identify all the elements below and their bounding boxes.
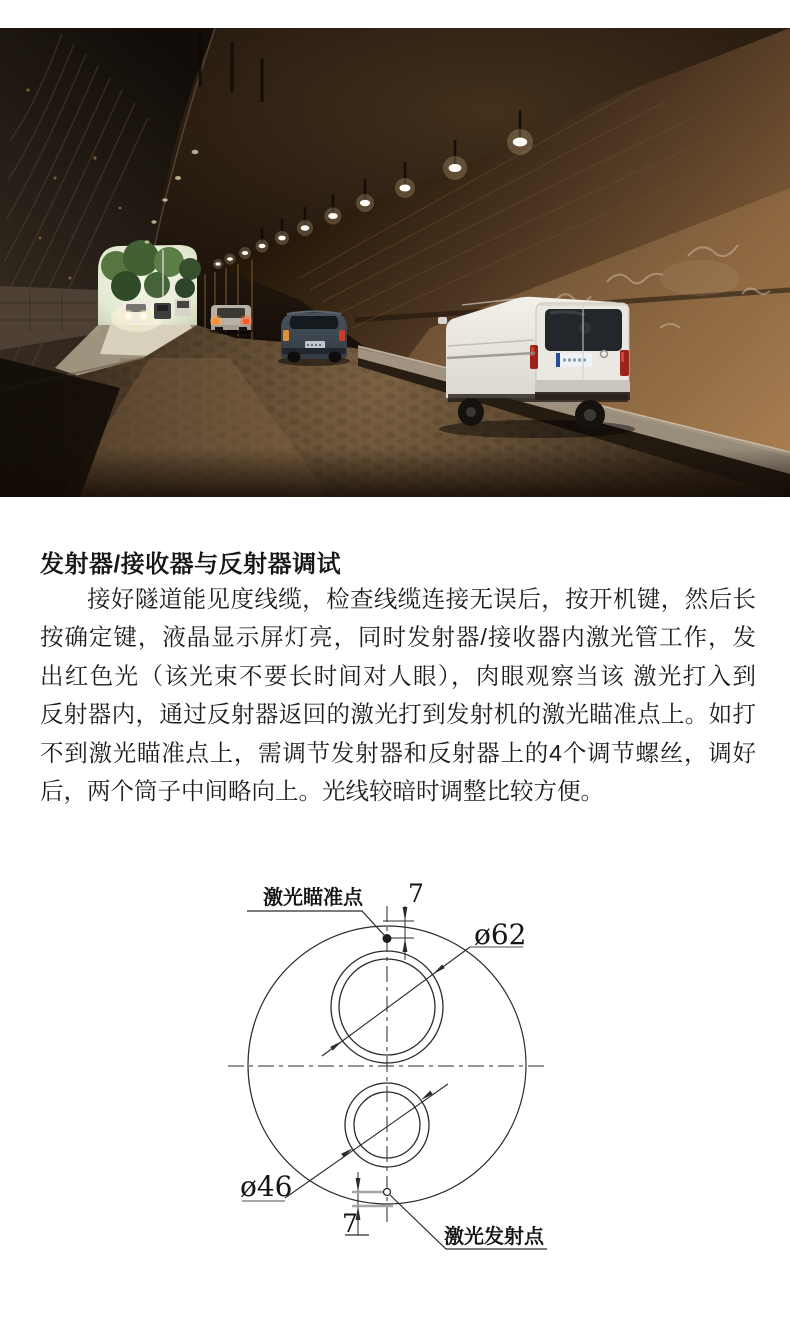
section-heading: 发射器/接收器与反射器调试 [40, 551, 342, 578]
top-offset-value: 7 [408, 879, 424, 908]
bottom-offset-value: 7 [342, 1209, 358, 1238]
laser-alignment-diagram [180, 855, 600, 1265]
distant-white-car [122, 301, 150, 323]
emit-point-label: 激光发射点 [444, 1226, 544, 1248]
paragraph-line-4: 反射器内，通过反射器返回的激光打到发射机的激光瞄准点上。如打 [40, 701, 756, 728]
emit-point-callout [390, 1195, 547, 1249]
blue-hatchback [278, 312, 350, 367]
distant-truck [175, 299, 191, 316]
bottom-offset-dimension [342, 1172, 393, 1238]
aim-point-label: 激光瞄准点 [263, 887, 363, 909]
top-diameter-label: ø62 [474, 918, 527, 951]
bottom-diameter-label: ø46 [240, 1170, 293, 1203]
body-paragraph [40, 580, 756, 810]
top-diameter-callout [322, 918, 527, 1056]
top-offset-dimension [383, 879, 424, 960]
distant-dark-car [154, 303, 171, 319]
laser-emit-point-dot [384, 1189, 391, 1196]
tunnel-photo [0, 28, 790, 497]
paragraph-line-3: 出红色光（该光束不要长时间对人眼），肉眼观察当该 激光打入到 [40, 662, 756, 689]
paragraph-line-6: 后，两个筒子中间略向上。光线较暗时调整比较方便。 [40, 777, 604, 804]
bottom-diameter-callout [240, 1084, 448, 1203]
paragraph-line-2: 按确定键，液晶显示屏灯亮，同时发射器/接收器内激光管工作，发 [40, 624, 756, 651]
paragraph-line-1: 接好隧道能见度线缆，检查线缆连接无误后，按开机键，然后长 [87, 586, 756, 612]
paragraph-line-5: 不到激光瞄准点上，需调节发射器和反射器上的4个调节螺丝，调好 [40, 739, 756, 766]
silver-suv [209, 305, 253, 335]
